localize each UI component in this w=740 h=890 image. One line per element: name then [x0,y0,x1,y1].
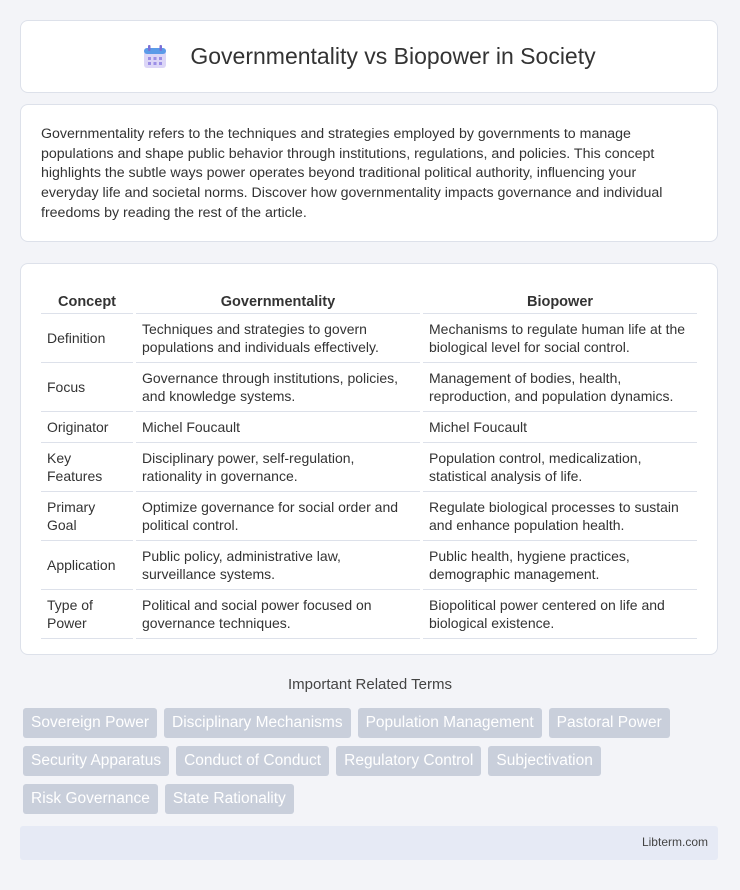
table-row [41,363,697,412]
table-row [41,443,697,492]
footer-site-link[interactable]: Libterm.com [641,835,708,849]
comparison-table [38,284,700,639]
term-tag[interactable]: Sovereign Power [23,708,157,738]
row-label: Originator [41,412,133,443]
related-terms-title: Important Related Terms [288,676,452,693]
table-row [41,314,697,363]
governmentality-cell: Michel Foucault [136,412,420,443]
table-header-row [41,284,697,314]
row-label: Focus [41,363,133,412]
table-row [41,412,697,443]
governmentality-cell: Optimize governance for social order and political control. [136,492,420,541]
row-label: Key Features [41,443,133,492]
term-tag[interactable]: Disciplinary Mechanisms [164,708,351,738]
term-tag[interactable]: State Rationality [165,784,294,814]
governmentality-cell: Techniques and strategies to govern populations and individuals effectively. [136,314,420,363]
table-row [41,492,697,541]
table-row [41,590,697,639]
term-tag[interactable]: Regulatory Control [336,746,481,776]
row-label: Application [41,541,133,590]
row-label: Definition [41,314,133,363]
term-tag[interactable]: Subjectivation [488,746,601,776]
header-concept: Concept [41,284,133,314]
page-title: Governmentality vs Biopower in Society [190,43,596,69]
row-label: Primary Goal [41,492,133,541]
biopower-cell: Mechanisms to regulate human life at the biological level for social control. [423,314,697,363]
header-governmentality: Governmentality [136,284,420,314]
biopower-cell: Management of bodies, health, reproduction, and population dynamics. [423,363,697,412]
governmentality-cell: Governance through institutions, policies, and knowledge systems. [136,363,420,412]
footer [20,826,718,860]
term-tag[interactable]: Security Apparatus [23,746,169,776]
governmentality-cell: Public policy, administrative law, surveillance systems. [136,541,420,590]
biopower-cell: Biopolitical power centered on life and biological existence. [423,590,697,639]
biopower-cell: Regulate biological processes to sustain and enhance population health. [423,492,697,541]
row-label: Type of Power [41,590,133,639]
biopower-cell: Population control, medicalization, statistical analysis of life. [423,443,697,492]
intro-card [20,104,718,242]
title-card [20,20,718,93]
table-row [41,541,697,590]
biopower-cell: Public health, hygiene practices, demographic management. [423,541,697,590]
governmentality-cell: Political and social power focused on governance techniques. [136,590,420,639]
term-tag[interactable]: Conduct of Conduct [176,746,329,776]
related-terms-list [23,708,723,814]
term-tag[interactable]: Pastoral Power [549,708,670,738]
calendar-icon [142,44,168,70]
term-tag[interactable]: Risk Governance [23,784,158,814]
header-biopower: Biopower [423,284,697,314]
comparison-card [20,263,718,655]
biopower-cell: Michel Foucault [423,412,697,443]
governmentality-cell: Disciplinary power, self-regulation, rationality in governance. [136,443,420,492]
term-tag[interactable]: Population Management [358,708,542,738]
intro-text: Governmentality refers to the techniques and strategies employed by governments to manage populations and shape public behavior through institutions, regulations, and policies. This concept highlights the subtle ways power operates beyond traditional political authority, influencing your everyday life and societal norms. Discover how governmentality impacts governance and individual freedoms by reading the rest of the article. [41,126,663,221]
